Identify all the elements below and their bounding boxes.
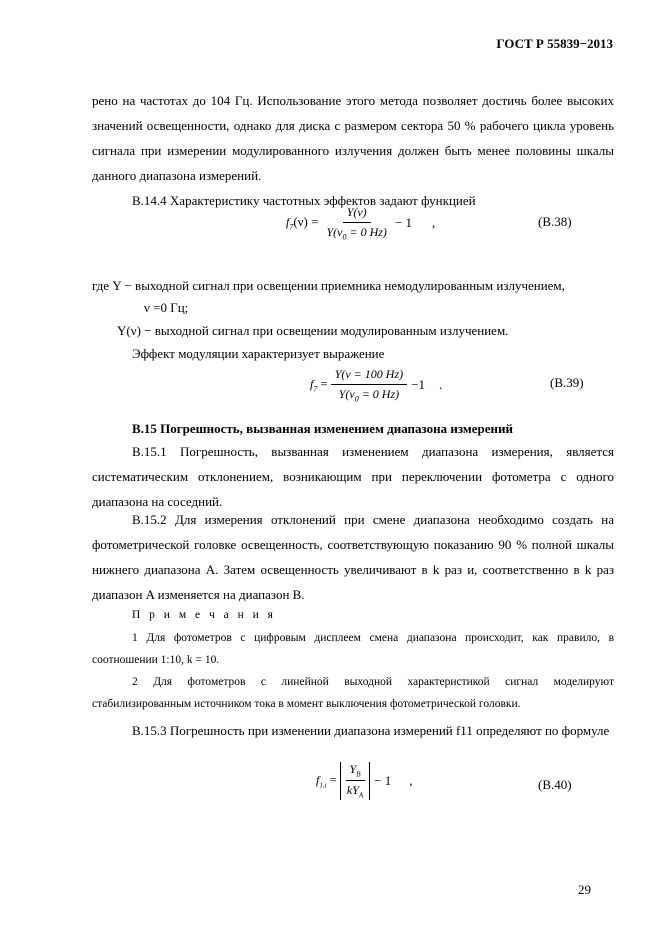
where-line-2: ν =0 Гц; [144, 300, 189, 315]
formula-b40-den-part: kY [346, 783, 359, 798]
formula-b38-tail: − 1 [394, 215, 412, 231]
formula-b38-lhs-sub: 7 [289, 222, 294, 232]
paragraph-b153: В.15.3 Погрешность при изменении диапазона измерений f11 определяют по формуле [132, 723, 610, 738]
section-heading-b15: В.15 Погрешность, вызванная изменением диапазона измерений [132, 421, 514, 436]
where-line-1: где Y − выходной сигнал при освещении приемника немодулированным излучением, [92, 278, 565, 293]
formula-b38-den-sub: 0 [342, 232, 347, 242]
formula-b39-dot: . [438, 377, 443, 393]
formula-b39-lhs-sub: 7 [313, 384, 318, 394]
where-line-3: Y(ν) − выходной сигнал при освещении модулированным излучением. [117, 323, 509, 338]
paragraph-b151: В.15.1 Погрешность, вызванная изменением диапазона измерения, является систематическим отклонением, возникающим при переключении фотометра с одного диапазона на соседний. [92, 444, 614, 509]
formula-b39-numerator: Y(ν = 100 Hz) [331, 367, 407, 385]
formula-b40-lhs-sub: 1,i [319, 781, 327, 790]
formula-b39-den-sub: 0 [354, 394, 359, 404]
formula-b39-eq: = [320, 376, 328, 392]
formula-b40-tail: − 1 [374, 772, 392, 788]
formula-b40-abs-bars [340, 762, 370, 800]
formula-b38-comma: , [432, 215, 436, 231]
formula-b40-lhs: f [316, 773, 320, 788]
formula-b39-den-part: Y(ν [338, 387, 355, 401]
formula-b40-num-sub: B [356, 770, 361, 779]
formula-b40 [316, 762, 413, 800]
formula-b39-lhs: f [310, 377, 314, 392]
equation-number-b38: (В.38) [538, 214, 572, 229]
formula-b38-den-rest: = 0 Hz) [346, 225, 387, 239]
formula-b40-fraction [343, 762, 367, 800]
paragraph-intro: рено на частотах до 104 Гц. Использование этого метода позволяет достичь более высоких значений освещенности, однако для диска с размером сектора 50 % рабочего цикла уровень сигнала при измерении модулированного излучения должен быть менее половины шкалы данного диапазона измерений. [92, 93, 614, 183]
note-1: 1 Для фотометров с цифровым дисплеем смена диапазона происходит, как правило, в соотношении 1:10, k = 10. [92, 632, 614, 666]
note-2: 2 Для фотометров с линейной выходной характеристикой сигнал моделируют стабилизированным источником тока в момент выключения фотометрической головки. [92, 676, 614, 710]
formula-b40-eq: = [329, 772, 337, 788]
notes-title: П р и м е ч а н и я [132, 609, 276, 621]
formula-b38-lhs: f [286, 215, 290, 230]
formula-b38-den-part: Y(ν [326, 225, 343, 239]
formula-b38-numerator: Y(ν) [343, 205, 371, 223]
equation-number-b39: (В.39) [550, 375, 584, 390]
formula-b40-denominator [343, 781, 367, 799]
formula-b39-den-rest: = 0 Hz) [358, 387, 400, 401]
paragraph-b152: В.15.2 Для измерения отклонений при смене диапазона необходимо создать на фотометрической головке освещенность, соответствующую показанию 90 % полной шкалы нижнего диапазона A. Затем освещенность увеличивают в k раз и, соответственно в k раз диапазон A изменяется на диапазон B. [92, 512, 614, 602]
formula-b38-fraction [322, 205, 390, 241]
formula-b40-comma: , [409, 772, 413, 788]
page-number: 29 [578, 882, 591, 897]
formula-b38-lhs-arg: (ν) = [293, 214, 319, 230]
formula-b38-denominator [322, 223, 390, 241]
paragraph-b144: В.14.4 Характеристику частотных эффектов задают функцией [132, 193, 476, 208]
formula-b40-num-part: Y [349, 762, 357, 776]
formula-b39-tail: −1 [411, 377, 425, 393]
formula-b40-den-sub: A [358, 791, 364, 800]
formula-b39-denominator [335, 385, 403, 403]
formula-b39-fraction [331, 367, 407, 403]
paragraph-effect: Эффект модуляции характеризует выражение [132, 346, 385, 361]
formula-b39 [310, 367, 442, 403]
equation-number-b40: (В.40) [538, 777, 572, 792]
formula-b38 [286, 205, 435, 241]
document-header: ГОСТ Р 55839−2013 [496, 36, 613, 51]
formula-b40-numerator [346, 762, 365, 781]
